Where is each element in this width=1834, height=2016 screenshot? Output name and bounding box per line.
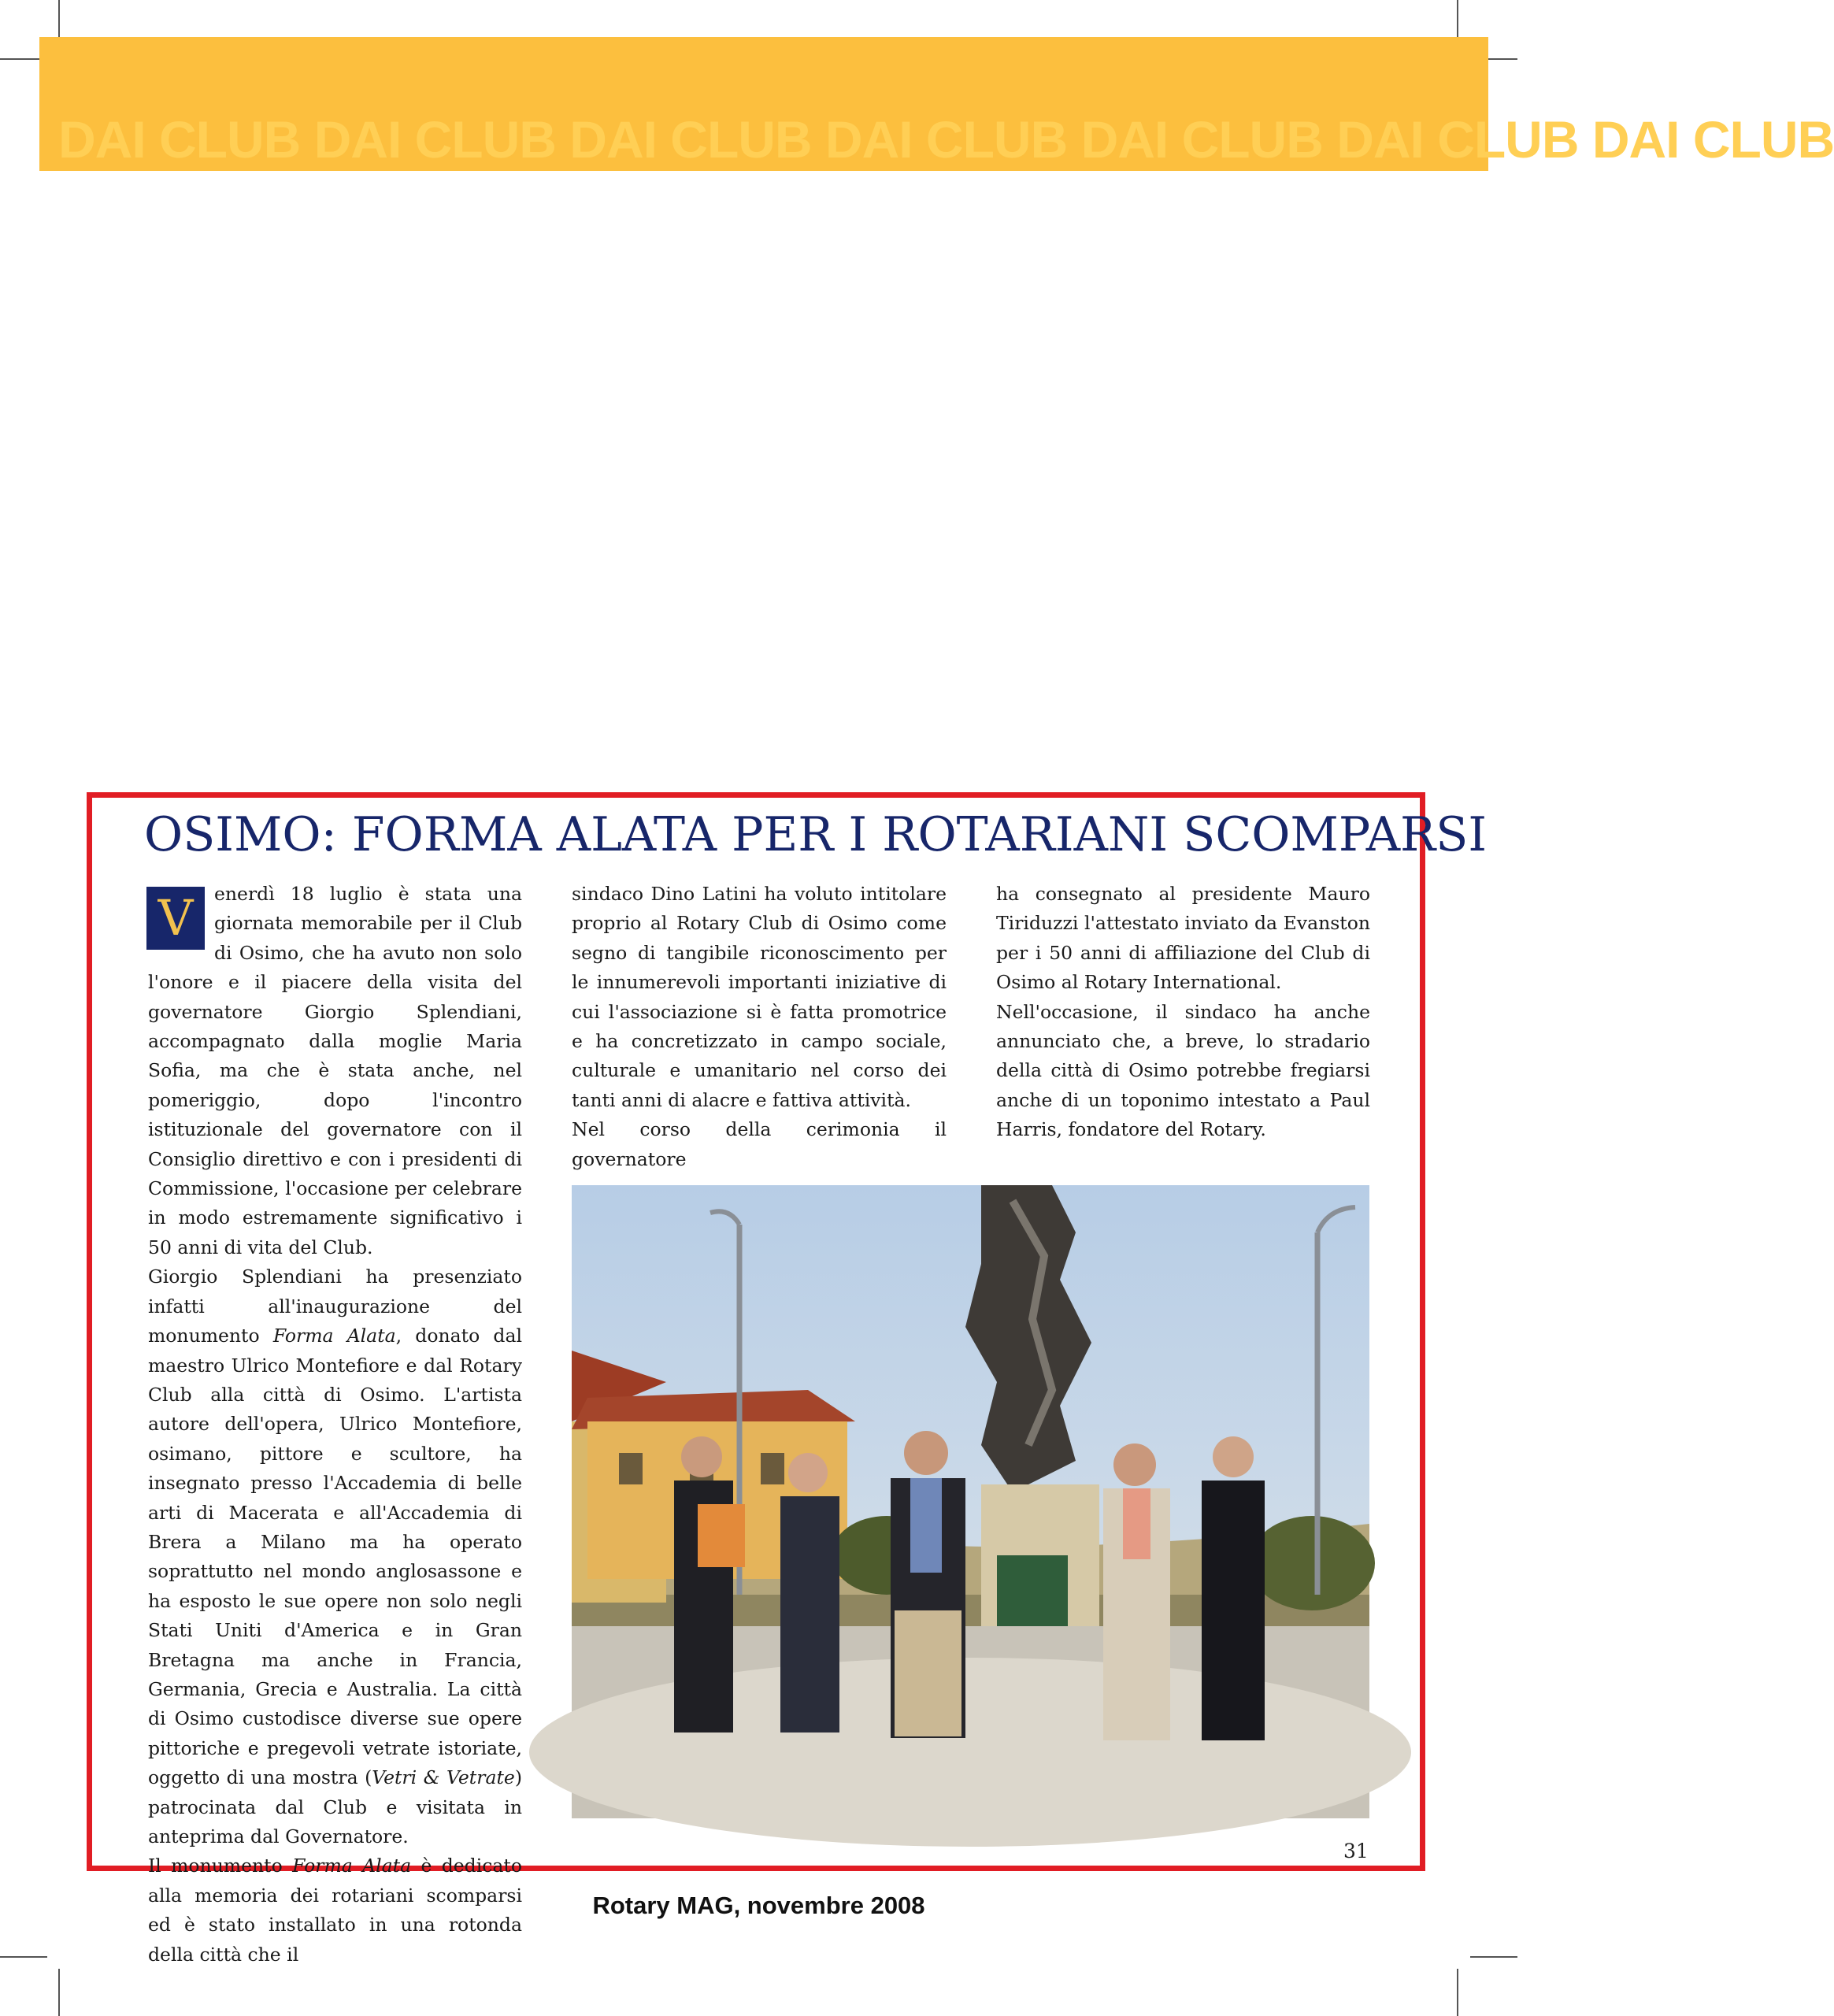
crop-mark xyxy=(1457,1969,1458,2016)
page-number: 31 xyxy=(1343,1840,1369,1862)
paragraph xyxy=(148,1262,522,1851)
paragraph-text: , donato dal maestro Ulrico Montefiore e dal Rotary Club alla città di Osimo. L'artista autore dell'opera, Ulrico Montefiore, osimano, pittore e scultore, ha insegnato presso l'Accademia di belle arti di Macerata e all'Accademia di Brera a Milano ma ha operato soprattutto nel mondo anglosassone e ha esposto le sue opere non solo negli Stati Uniti d'America e in Gran Bretagna ma anche in Francia, Germania, Grecia e Australia. La città di Osimo custodisce diverse sue opere pittoriche e pregevoli vetrate istoriate, oggetto di una mostra ( xyxy=(148,1325,522,1789)
paragraph: ha consegnato al presidente Mauro Tiriduzzi l'attestato inviato da Evanston per i 50 anni di affiliazione del Club di Osimo al Rotary International. xyxy=(996,883,1370,994)
paragraph-text: Giorgio Splendiani ha presenziato infatti all'inaugurazione del monumento xyxy=(148,1266,522,1347)
crop-mark xyxy=(1470,1956,1517,1958)
paragraph-text: Il monumento xyxy=(148,1855,293,1877)
drop-cap: V xyxy=(146,887,205,950)
paragraph: sindaco Dino Latini ha voluto intitolare proprio al Rotary Club di Osimo come segno di tangibile riconoscimento per le innumerevoli importanti iniziative di cui l'associazione si è fatta promotrice e ha concretizzato in campo sociale, culturale e umanitario nel corso dei tanti anni di alacre e fattiva attività. xyxy=(572,883,947,1111)
article-column-2 xyxy=(572,880,947,1174)
paragraph: Nel corso della cerimonia il governatore xyxy=(572,1118,947,1170)
article-title: OSIMO: FORMA ALATA PER I ROTARIANI SCOMPARSI xyxy=(144,807,1488,862)
exhibition-title: Vetri & Vetrate xyxy=(372,1766,515,1789)
paragraph-text: enerdì 18 luglio è stata una giornata memorabile per il Club di Osimo, che ha avuto non solo l'onore e il piacere della visita del governatore Giorgio Splendiani, accompagnato dalla moglie Maria Sofia, ma che è stata anche, nel pomeriggio, dopo l'incontro istituzionale del governatore con il Consiglio direttivo e con i presidenti di Commissione, l'occasione per celebrare in modo estremamente significativo i 50 anni di vita del Club. xyxy=(148,883,522,1258)
paragraph xyxy=(148,880,522,1262)
section-header-text: DAI CLUB DAI CLUB DAI CLUB DAI CLUB DAI CLUB DAI CLUB DAI CLUB xyxy=(58,110,1834,169)
ceremony-photo xyxy=(572,1185,1369,1818)
artwork-title: Forma Alata xyxy=(292,1855,412,1877)
publication-footer: Rotary MAG, novembre 2008 xyxy=(592,1892,925,1919)
paragraph-text: è dedicato alla memoria dei rotariani scomparsi ed è stato installato in una rotonda della città che il xyxy=(148,1855,523,1966)
article-column-3 xyxy=(996,880,1370,1145)
artwork-title: Forma Alata xyxy=(272,1325,396,1347)
paragraph-text: ) patrocinata dal Club e visitata in anteprima dal Governatore. xyxy=(148,1766,522,1847)
crop-mark xyxy=(0,1956,47,1958)
paragraph: Nell'occasione, il sindaco ha anche annunciato che, a breve, lo stradario della città di Osimo potrebbe fregiarsi anche di un toponimo intestato a Paul Harris, fondatore del Rotary. xyxy=(996,1000,1370,1141)
crop-mark xyxy=(58,1969,60,2016)
section-header-band xyxy=(39,37,1834,171)
article-column-1 xyxy=(148,880,522,1970)
